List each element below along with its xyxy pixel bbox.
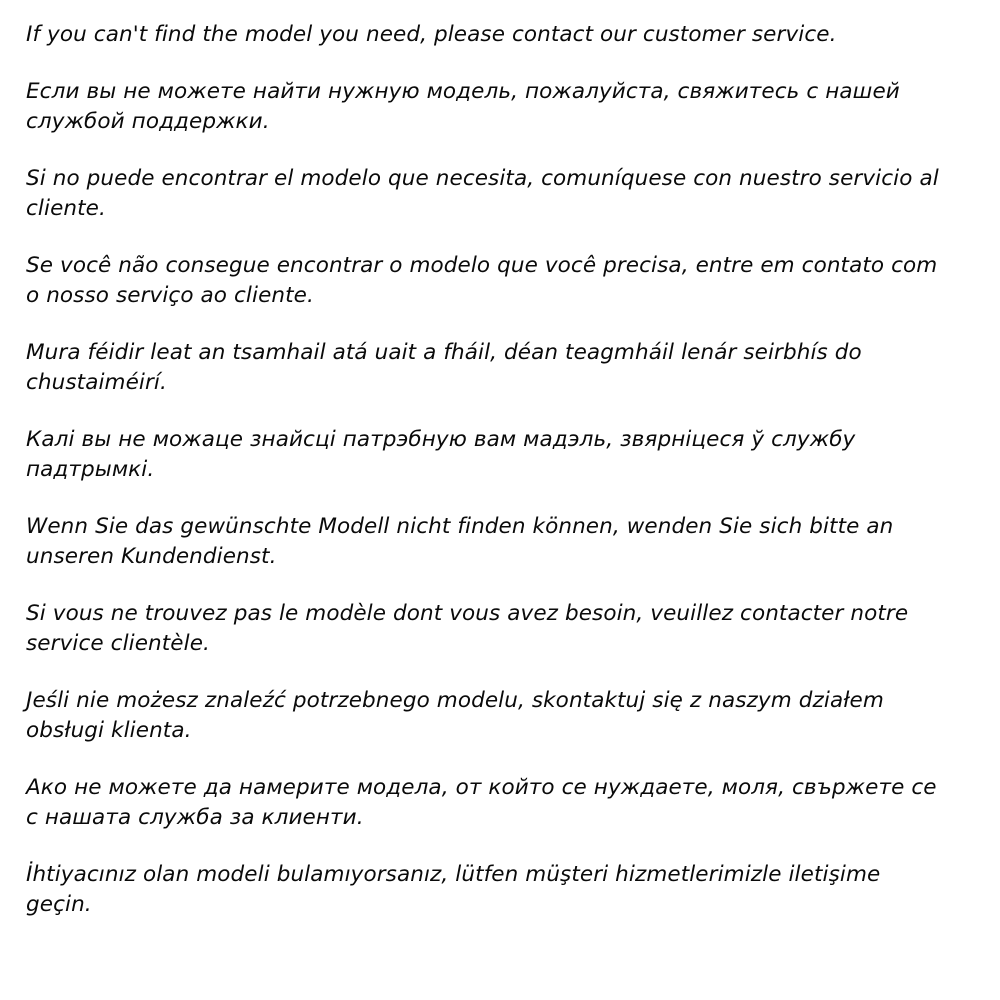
notice-paragraph-russian: Если вы не можете найти нужную модель, пожалуйста, свяжитесь с нашей службой поддержки. <box>26 78 900 135</box>
notice-paragraph-german: Wenn Sie das gewünschte Modell nicht finden können, wenden Sie sich bitte an unseren Kundendienst. <box>26 513 894 570</box>
notice-paragraph-belarusian: Калі вы не можаце знайсці патрэбную вам мадэль, звярніцеся ў службу падтрымкі. <box>26 426 856 483</box>
notice-paragraph-spanish: Si no puede encontrar el modelo que necesita, comuníquese con nuestro servicio al cliente. <box>26 165 939 222</box>
notice-paragraph-portuguese: Se você não consegue encontrar o modelo que você precisa, entre em contato com o nosso serviço ao cliente. <box>26 252 938 309</box>
notice-paragraph-turkish: İhtiyacınız olan modeli bulamıyorsanız, lütfen müşteri hizmetlerimizle iletişime geçin. <box>26 861 881 918</box>
notice-paragraph-bulgarian: Ако не можете да намерите модела, от който се нуждаете, моля, свържете се с нашата служба за клиенти. <box>26 774 937 831</box>
notice-paragraph-polish: Jeśli nie możesz znaleźć potrzebnego modelu, skontaktuj się z naszym działem obsługi klienta. <box>26 687 884 744</box>
notice-paragraph-english: If you can't find the model you need, please contact our customer service. <box>26 22 837 47</box>
notice-paragraph-irish: Mura féidir leat an tsamhail atá uait a fháil, déan teagmháil lenár seirbhís do chustaiméirí. <box>26 339 862 396</box>
notice-paragraph-french: Si vous ne trouvez pas le modèle dont vous avez besoin, veuillez contacter notre service clientèle. <box>26 600 909 657</box>
